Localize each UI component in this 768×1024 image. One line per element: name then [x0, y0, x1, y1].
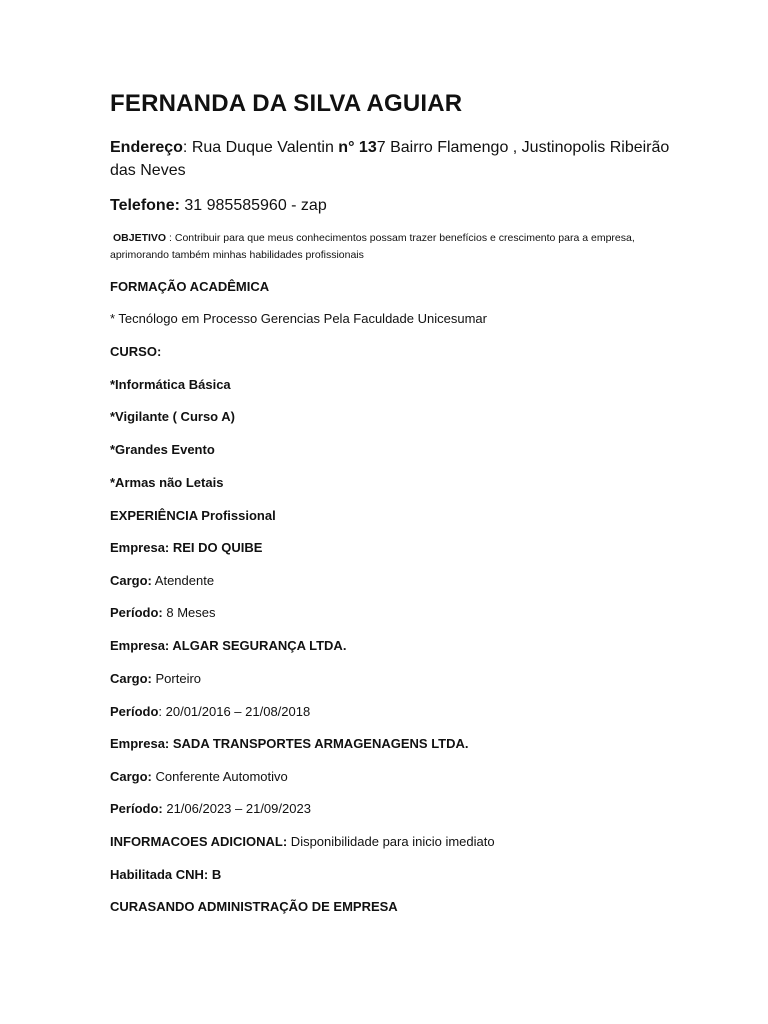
job-company	[110, 638, 346, 654]
period-value: 21/06/2023 – 21/09/2023	[162, 801, 311, 816]
additional-text: Disponibilidade para inicio imediato	[287, 834, 495, 849]
job-period	[110, 704, 310, 720]
company-name: REI DO QUIBE	[172, 540, 263, 555]
additional-label: INFORMACOES ADICIONAL:	[110, 834, 288, 849]
period-label: Período	[110, 704, 159, 719]
role-value: Porteiro	[151, 671, 202, 686]
address-pre: Rua Duque Valentin	[187, 139, 339, 156]
job-period	[110, 801, 311, 817]
company-label: Empresa:	[110, 540, 173, 555]
period-label: Período:	[110, 605, 163, 620]
current-studies: CURASANDO ADMINISTRAÇÃO DE EMPRESA	[110, 899, 398, 914]
role-label: Cargo:	[110, 573, 152, 588]
course-item: *Grandes Evento	[110, 442, 215, 457]
job-role	[110, 671, 201, 687]
course-item: *Armas não Letais	[110, 475, 224, 490]
company-name: SADA TRANSPORTES ARMAGENAGENS LTDA.	[172, 736, 469, 751]
address-line	[110, 136, 670, 182]
job-period	[110, 605, 215, 621]
company-label: Empresa:	[110, 736, 173, 751]
job-role	[110, 769, 288, 785]
role-value: Atendente	[151, 573, 215, 588]
address-number: n° 13	[338, 139, 377, 156]
additional-info	[110, 834, 495, 850]
role-label: Cargo:	[110, 769, 152, 784]
company-label: Empresa:	[110, 638, 173, 653]
period-value: : 20/01/2016 – 21/08/2018	[158, 704, 311, 719]
experience-heading-bold: EXPERIÊNCIA	[110, 508, 198, 523]
address-sep: :	[182, 139, 188, 156]
objective-label: OBJETIVO	[113, 232, 167, 244]
courses-heading: CURSO:	[110, 344, 162, 359]
address-label: Endereço	[110, 139, 183, 156]
role-label: Cargo:	[110, 671, 152, 686]
address-post: 7 Bairro Flamengo , Justinopolis Ribeirão das Neves	[110, 139, 670, 179]
job-company	[110, 540, 262, 556]
course-item: *Informática Básica	[110, 377, 231, 392]
role-value: Conferente Automotivo	[151, 769, 288, 784]
phone-value: 31 985585960 - zap	[179, 197, 327, 214]
education-heading: FORMAÇÃO ACADÊMICA	[110, 279, 270, 294]
experience-heading-rest: Profissional	[197, 508, 276, 523]
objective	[110, 230, 670, 264]
job-role	[110, 573, 214, 589]
period-value: 8 Meses	[162, 605, 216, 620]
candidate-name: FERNANDA DA SILVA AGUIAR	[110, 90, 463, 117]
objective-text: : Contribuir para que meus conhecimentos possam trazer benefícios e crescimento para a empresa, aprimorando também minhas habilidades profissionais	[110, 232, 635, 261]
phone-line	[110, 198, 327, 214]
education-item: * Tecnólogo em Processo Gerencias Pela Faculdade Unicesumar	[110, 311, 487, 326]
driver-license: Habilitada CNH: B	[110, 867, 222, 882]
period-label: Período:	[110, 801, 163, 816]
experience-heading	[110, 508, 276, 524]
job-company	[110, 736, 469, 752]
course-item: *Vigilante ( Curso A)	[110, 409, 235, 424]
company-name: ALGAR SEGURANÇA LTDA.	[172, 638, 347, 653]
phone-label: Telefone:	[110, 197, 180, 214]
